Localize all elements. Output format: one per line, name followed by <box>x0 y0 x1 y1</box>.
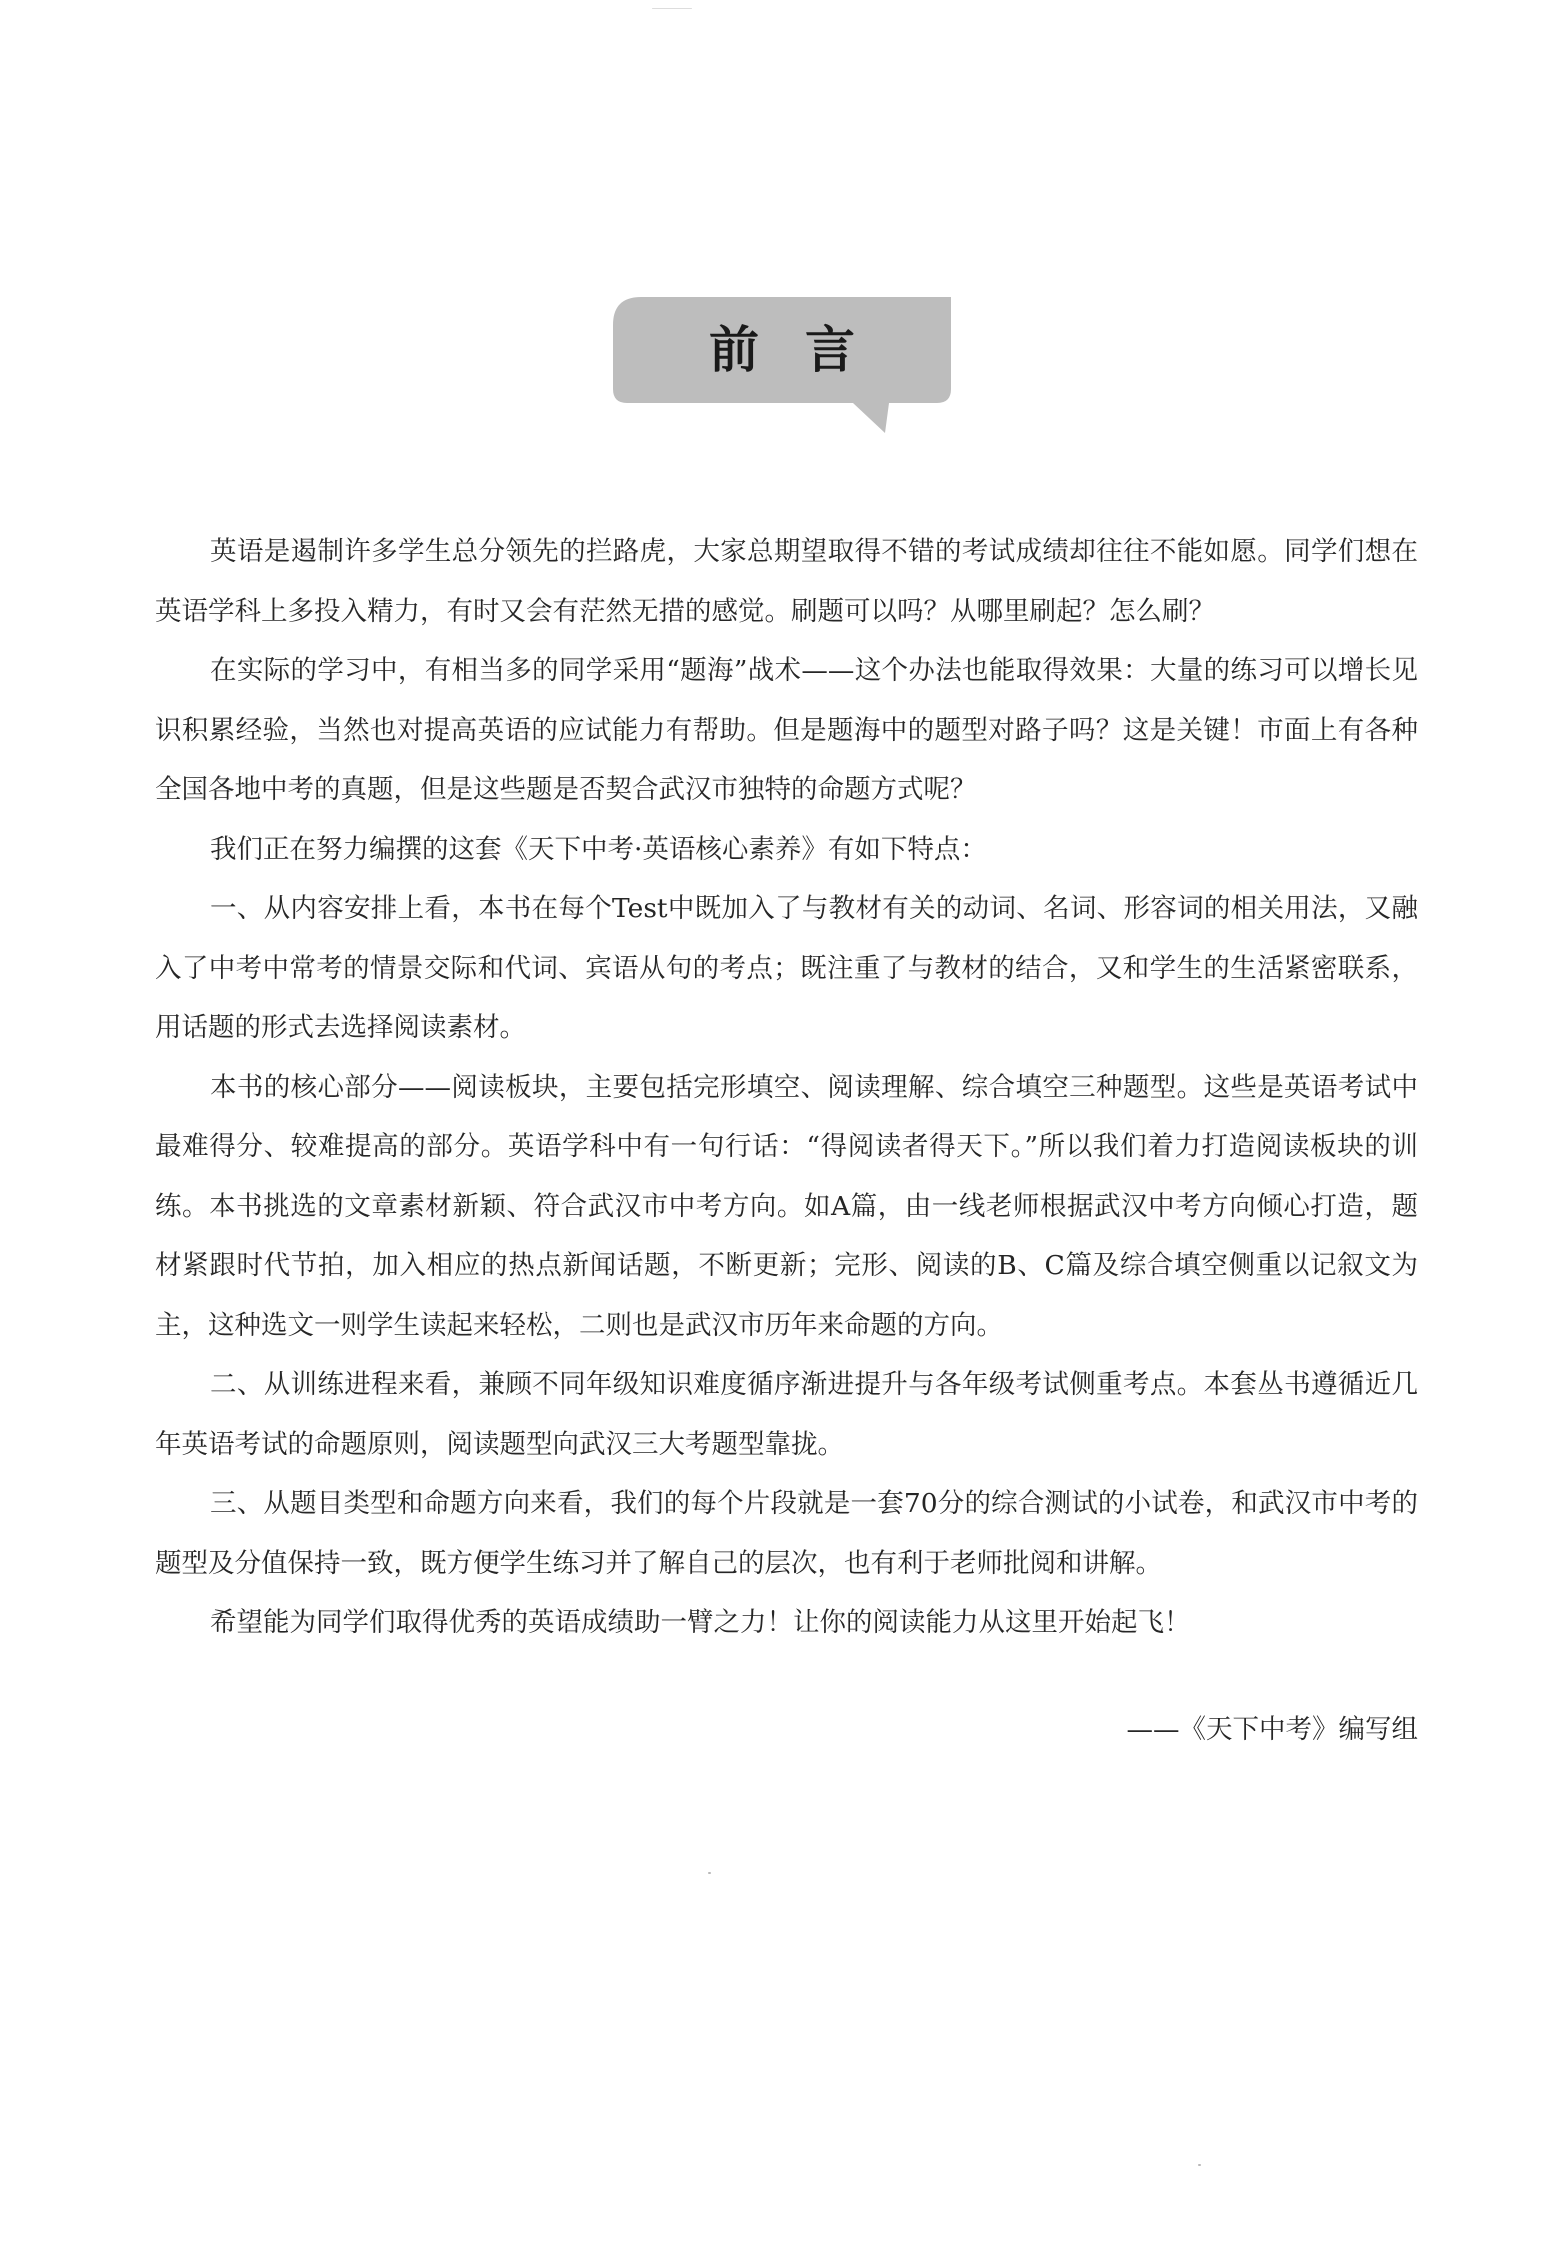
paragraph-question-sea: 在实际的学习中，有相当多的同学采用“题海”战术——这个办法也能取得效果：大量的练习可以增长见识积累经验，当然也对提高英语的应试能力有帮助。但是题海中的题型对路子吗？这是关键！市面上有各种全国各地中考的真题，但是这些题是否契合武汉市独特的命题方式呢？ <box>155 655 1418 805</box>
paragraph-feature-two: 二、从训练进程来看，兼顾不同年级知识难度循序渐进提升与各年级考试侧重考点。本套丛书遵循近几年英语考试的命题原则，阅读题型向武汉三大考题型靠拢。 <box>155 1369 1418 1460</box>
preface-body <box>155 522 1418 1653</box>
paragraph-feature-three: 三、从题目类型和命题方向来看，我们的每个片段就是一套70分的综合测试的小试卷，和武汉市中考的题型及分值保持一致，既方便学生练习并了解自己的层次，也有利于老师批阅和讲解。 <box>155 1488 1418 1579</box>
paragraph-features-lead: 我们正在努力编撰的这套《天下中考·英语核心素养》有如下特点： <box>210 833 987 865</box>
paragraph-intro: 英语是遏制许多学生总分领先的拦路虎，大家总期望取得不错的考试成绩却往往不能如愿。同学们想在英语学科上多投入精力，有时又会有茫然无措的感觉。刷题可以吗？从哪里刷起？怎么刷？ <box>155 536 1418 627</box>
page-title: 前言 <box>709 321 901 379</box>
paragraph-reading-core: 本书的核心部分——阅读板块，主要包括完形填空、阅读理解、综合填空三种题型。这些是英语考试中最难得分、较难提高的部分。英语学科中有一句行话：“得阅读者得天下。”所以我们着力打造阅读板块的训练。本书挑选的文章素材新颖、符合武汉市中考方向。如A篇，由一线老师根据武汉中考方向倾心打造，题材紧跟时代节拍，加入相应的热点新闻话题，不断更新；完形、阅读的B、C篇及综合填空侧重以记叙文为主，这种选文一则学生读起来轻松，二则也是武汉市历年来命题的方向。 <box>155 1071 1418 1341</box>
paragraph-closing: 希望能为同学们取得优秀的英语成绩助一臂之力！让你的阅读能力从这里开始起飞！ <box>210 1607 1191 1638</box>
scan-speck <box>652 8 692 9</box>
preface-heading <box>613 297 951 433</box>
scan-speck <box>1198 2164 1201 2166</box>
paragraph-feature-one: 一、从内容安排上看，本书在每个Test中既加入了与教材有关的动词、名词、形容词的相关用法，又融入了中考中常考的情景交际和代词、宾语从句的考点；既注重了与教材的结合，又和学生的生活紧密联系，用话题的形式去选择阅读素材。 <box>155 893 1418 1043</box>
author-signature: ——《天下中考》编写组 <box>1126 1714 1418 1745</box>
scan-speck <box>708 1872 711 1874</box>
